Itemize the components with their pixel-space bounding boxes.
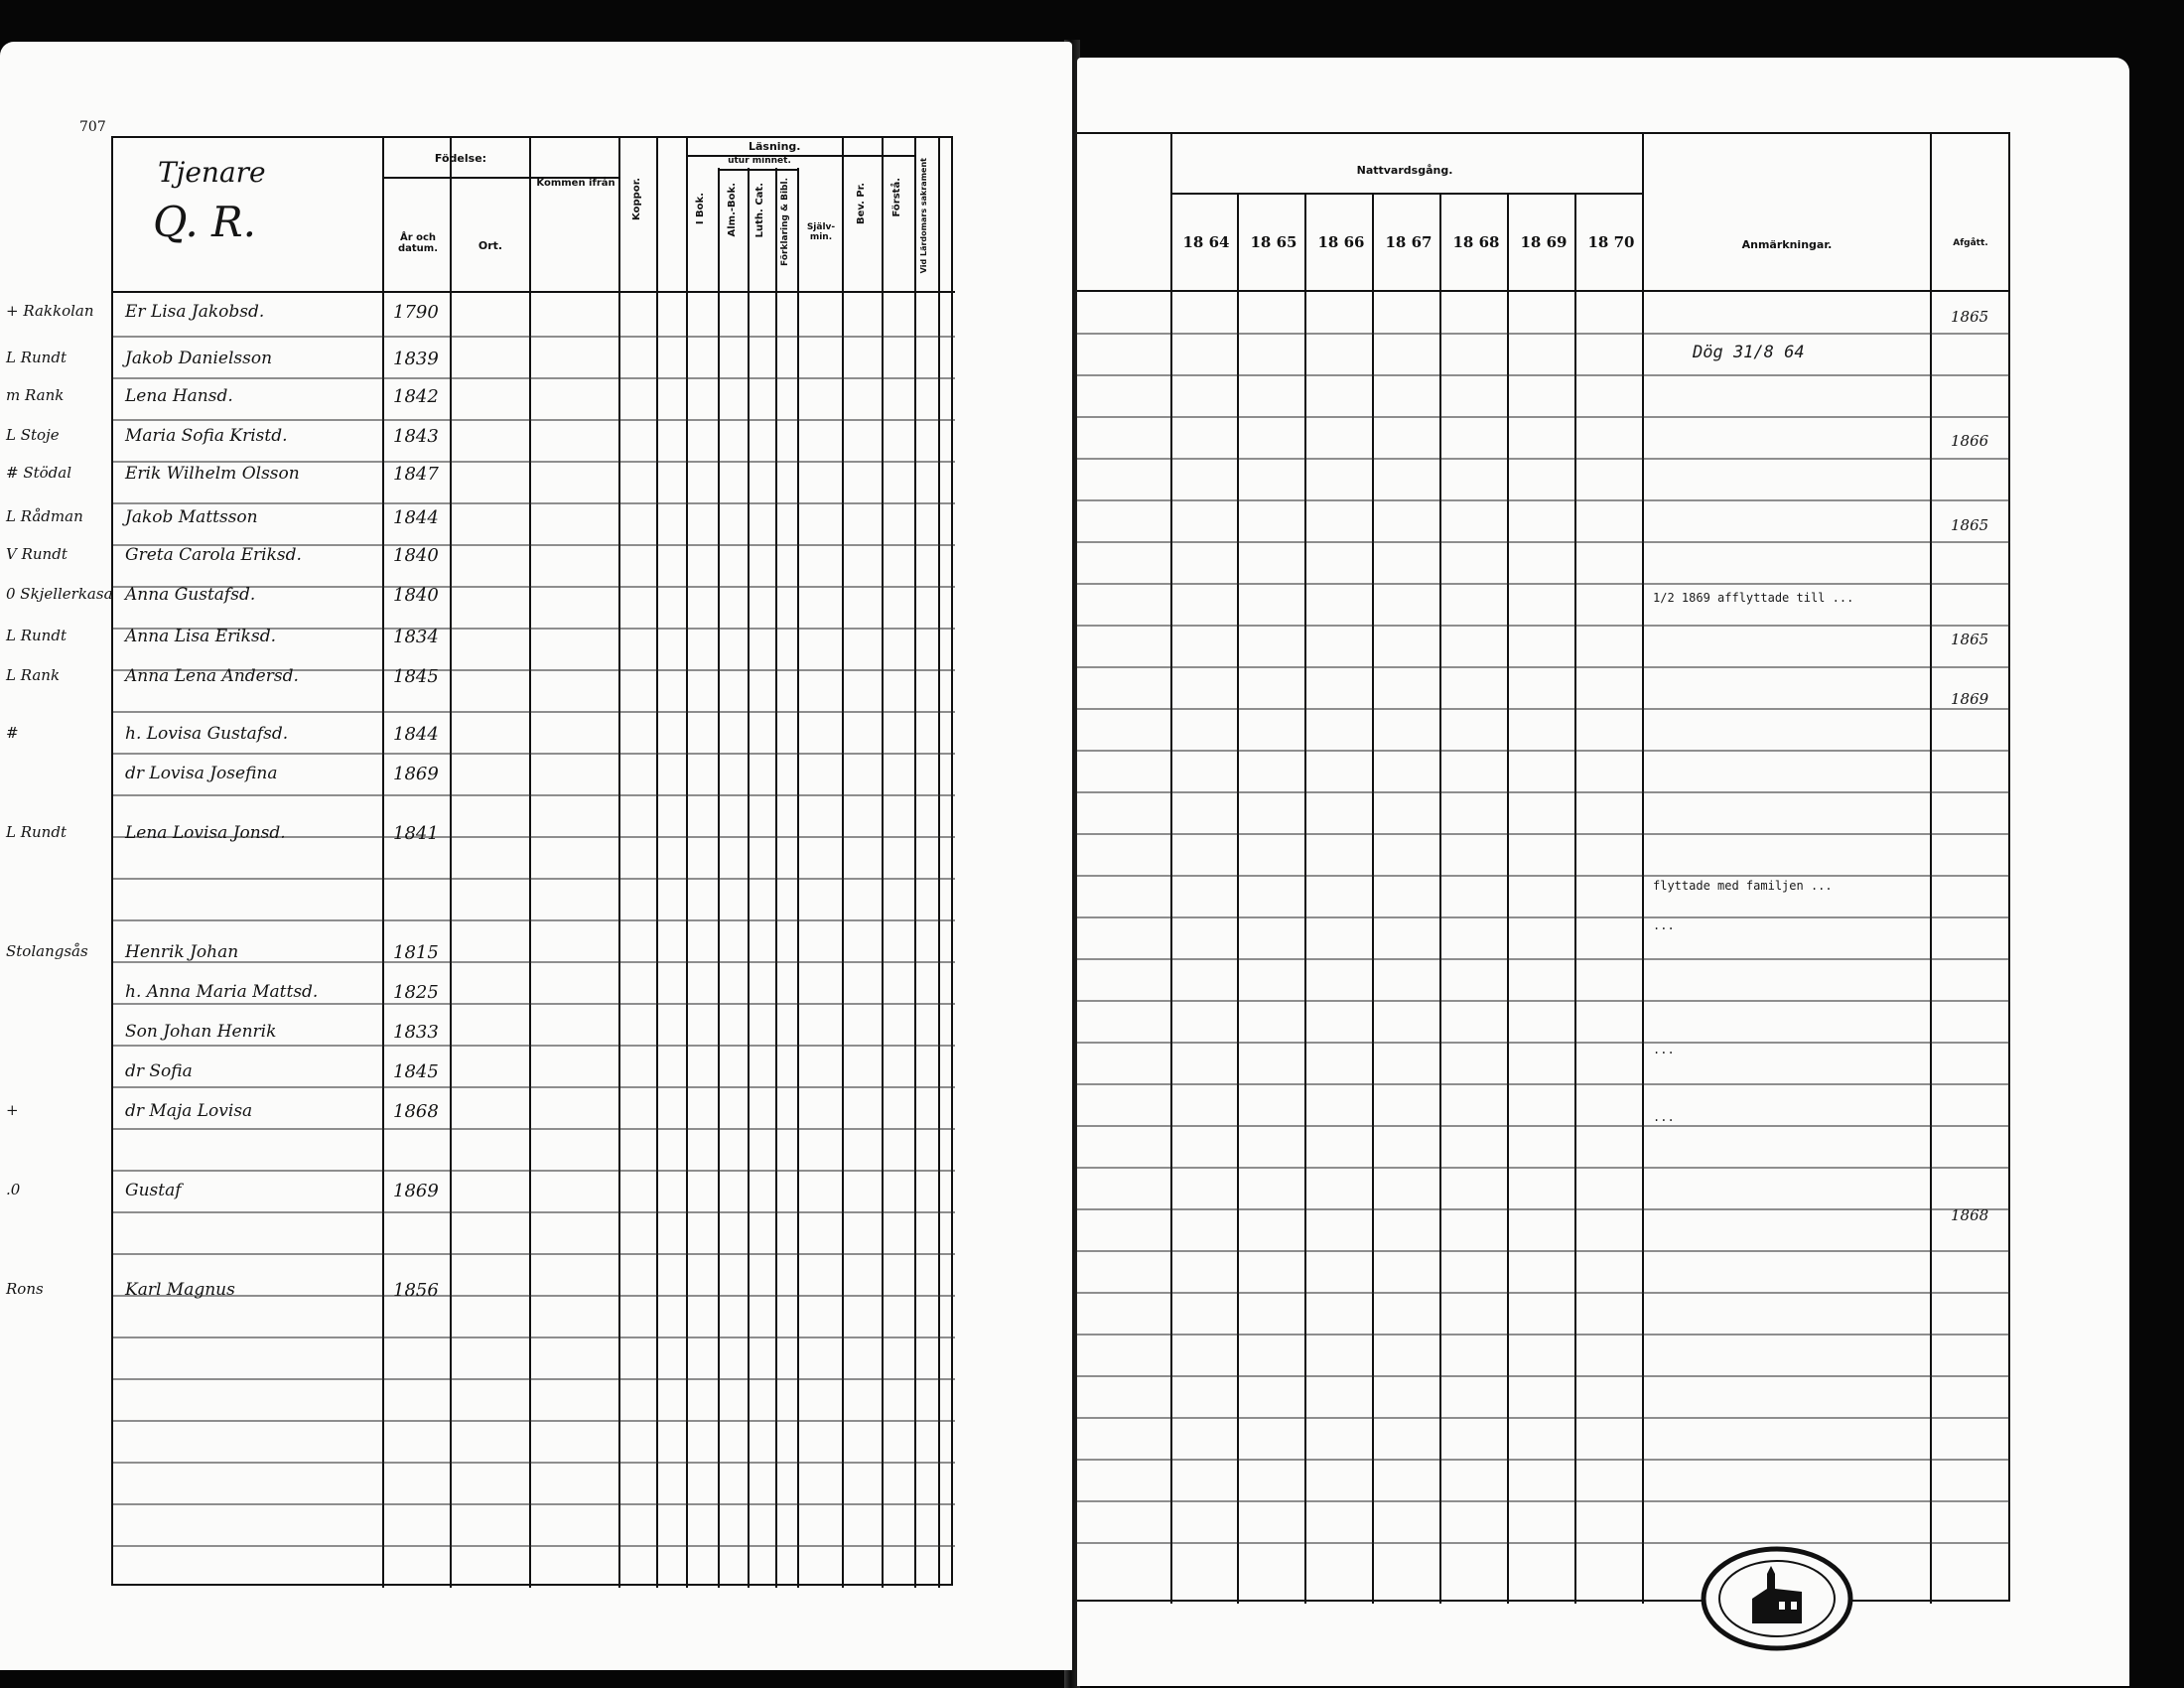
row-year: 1868 xyxy=(393,1101,439,1122)
header-bev-pr: Bev. Pr. xyxy=(856,183,867,225)
header-lasning: Läsning. xyxy=(749,140,801,153)
header-vid-sakrament: Vid Lärdomars sakrament xyxy=(919,158,928,274)
afgang-1: 1865 xyxy=(1951,308,1989,326)
row-name: dr Lovisa Josefina xyxy=(125,764,278,783)
title-line-1: Tjenare xyxy=(158,156,266,189)
row-year: 1825 xyxy=(393,982,439,1003)
row-year: 1844 xyxy=(393,507,439,528)
title-line-2: Q. R. xyxy=(153,198,257,246)
row-name: Greta Carola Eriksd. xyxy=(125,545,302,565)
year-header: 18 65 xyxy=(1250,233,1297,251)
note-4: ... xyxy=(1653,918,1675,932)
right-page xyxy=(1077,58,2129,1686)
row-name: Lena Hansd. xyxy=(125,386,233,406)
note-5: ... xyxy=(1653,1043,1675,1056)
afgang-3: 1865 xyxy=(1951,516,1989,534)
row-name: Anna Gustafsd. xyxy=(125,585,256,605)
header-forklaring: Förklaring & Bibl. xyxy=(780,178,790,266)
row-year: 1856 xyxy=(393,1280,439,1301)
row-mark: + Rakkolan xyxy=(6,302,94,320)
header-luth-cat: Luth. Cat. xyxy=(754,183,765,238)
row-mark: L Stoje xyxy=(6,426,60,444)
row-year: 1839 xyxy=(393,349,439,369)
archive-seal xyxy=(1698,1544,1856,1653)
header-koppor: Koppor. xyxy=(631,178,642,220)
header-sjalvmin: Själv-min. xyxy=(806,222,836,242)
row-mark: m Rank xyxy=(6,386,65,404)
row-name: Gustaf xyxy=(125,1181,182,1200)
row-mark: L Rådman xyxy=(6,507,83,525)
row-year: 1844 xyxy=(393,724,439,745)
row-name: dr Maja Lovisa xyxy=(125,1101,253,1121)
row-name: Jakob Mattsson xyxy=(125,507,258,527)
row-name: h. Anna Maria Mattsd. xyxy=(125,982,319,1002)
note-3: flyttade med familjen ... xyxy=(1653,879,1833,893)
row-mark: Rons xyxy=(6,1280,44,1298)
row-mark: # xyxy=(6,724,19,742)
row-year: 1815 xyxy=(393,942,439,963)
row-year: 1869 xyxy=(393,1181,439,1201)
header-ar-datum: År och datum. xyxy=(397,232,439,254)
row-mark: L Rundt xyxy=(6,349,67,366)
row-name: Son Johan Henrik xyxy=(125,1022,277,1042)
row-year: 1841 xyxy=(393,823,439,844)
row-year: 1843 xyxy=(393,426,439,447)
row-year: 1790 xyxy=(393,302,439,323)
row-mark: L Rundt xyxy=(6,627,67,644)
header-alm-bok: Alm.-Bok. xyxy=(727,183,738,237)
row-mark: L Rundt xyxy=(6,823,67,841)
row-year: 1842 xyxy=(393,386,439,407)
row-name: dr Sofia xyxy=(125,1061,193,1081)
row-name: h. Lovisa Gustafsd. xyxy=(125,724,289,744)
row-name: Jakob Danielsson xyxy=(125,349,273,368)
row-name: Lena Lovisa Jonsd. xyxy=(125,823,286,843)
year-header: 18 66 xyxy=(1317,233,1365,251)
row-mark: + xyxy=(6,1101,19,1119)
header-fodelse: Födelse: xyxy=(434,152,487,165)
header-anmarkningar: Anmärkningar. xyxy=(1741,238,1833,251)
row-mark: L Rank xyxy=(6,666,61,684)
header-kommen-fran: Kommen ifrån xyxy=(536,178,615,189)
year-header: 18 69 xyxy=(1520,233,1568,251)
header-nattvardsgang: Nattvardsgång. xyxy=(1356,164,1453,177)
note-6: ... xyxy=(1653,1110,1675,1124)
note-2: 1/2 1869 afflyttade till ... xyxy=(1653,591,1854,605)
row-mark: .0 xyxy=(6,1181,21,1198)
row-name: Karl Magnus xyxy=(125,1280,235,1300)
header-i-bok: I Bok. xyxy=(695,193,706,225)
register-grid-left xyxy=(6,136,953,1586)
row-name: Er Lisa Jakobsd. xyxy=(125,302,265,322)
row-name: Anna Lisa Eriksd. xyxy=(125,627,276,646)
row-year: 1845 xyxy=(393,666,439,687)
row-year: 1845 xyxy=(393,1061,439,1082)
row-year: 1847 xyxy=(393,464,439,485)
year-header: 18 68 xyxy=(1452,233,1500,251)
right-grid-lines xyxy=(1077,134,2010,1604)
row-mark: 0 Skjellerkasa xyxy=(6,585,113,603)
row-name: Anna Lena Andersd. xyxy=(125,666,299,686)
header-ort: Ort. xyxy=(478,239,503,252)
row-name: Henrik Johan xyxy=(125,942,239,962)
row-year: 1869 xyxy=(393,764,439,784)
row-name: Maria Sofia Kristd. xyxy=(125,426,288,446)
page-number: 707 xyxy=(79,119,106,135)
year-header: 18 67 xyxy=(1385,233,1433,251)
afgang-5: 1869 xyxy=(1951,690,1989,708)
row-mark: # Stödal xyxy=(6,464,72,482)
year-header: 18 64 xyxy=(1182,233,1230,251)
afgang-4: 1865 xyxy=(1951,631,1989,648)
header-forsta: Förstå. xyxy=(891,178,902,217)
afgang-6: 1868 xyxy=(1951,1206,1989,1224)
header-afgatt: Afgått. xyxy=(1953,238,1988,248)
year-header: 18 70 xyxy=(1587,233,1635,251)
row-mark: Stolangsås xyxy=(6,942,88,960)
row-year: 1834 xyxy=(393,627,439,647)
row-mark: V Rundt xyxy=(6,545,68,563)
note-1: Dög 31/8 64 xyxy=(1693,343,1805,362)
row-name: Erik Wilhelm Olsson xyxy=(125,464,300,484)
left-page xyxy=(0,42,1072,1670)
row-year: 1840 xyxy=(393,585,439,606)
register-grid-right xyxy=(1077,132,2010,1602)
header-utur-minnet: utur minnet. xyxy=(728,156,791,166)
afgang-2: 1866 xyxy=(1951,432,1989,450)
row-year: 1840 xyxy=(393,545,439,566)
row-year: 1833 xyxy=(393,1022,439,1043)
